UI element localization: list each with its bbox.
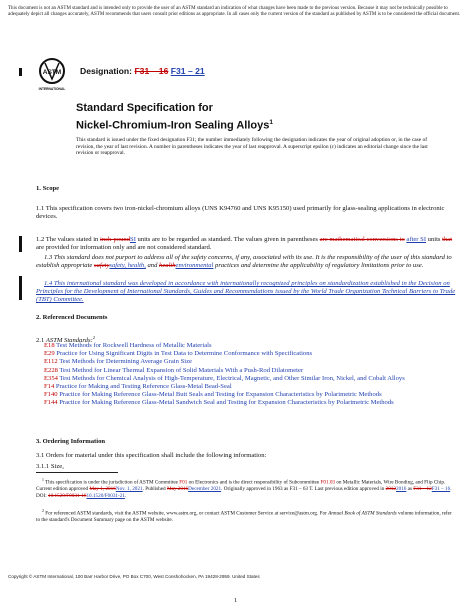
page-number: 1	[234, 597, 238, 604]
ref-code[interactable]: F144	[44, 399, 58, 407]
subcommittee-link[interactable]: F01.03	[320, 479, 336, 486]
designation	[80, 66, 205, 76]
title-line-2: Nickel-Chromium-Iron Sealing Alloys	[76, 119, 270, 132]
logo-subtext: INTERNATIONAL	[38, 87, 66, 91]
ref-code[interactable]: E18	[44, 342, 55, 349]
designation-old: F31 – 16	[134, 66, 169, 76]
italic-text: ASTM Standards:	[45, 337, 93, 345]
astm-logo	[36, 57, 68, 93]
inserted-text: SI	[130, 236, 136, 243]
ref-title-link[interactable]: Practice for Making Reference Glass-Metal Butt Seals and Testing for Expansion Characteristics by Polarimetric Methods	[59, 391, 382, 399]
change-bar	[19, 276, 22, 300]
title-line-1: Standard Specification for	[76, 102, 213, 114]
text: on Metallic Materials, Wire Bonding, and Flip Chip.	[335, 479, 446, 486]
footnote-marker: 2	[92, 335, 95, 340]
inserted-text: 10.1520/F0031-21	[86, 492, 125, 499]
section-heading-scope: 1. Scope	[36, 185, 60, 192]
paragraph-3-1: 3.1 Orders for material under this specification shall include the following information:	[36, 452, 267, 459]
ref-title-link[interactable]: Test Method for Linear Thermal Expansion of Solid Materials With a Push-Rod Dilatometer	[59, 366, 304, 374]
text: 1.3 This standard does not purport to address all of the safety concerns, if any, associated with its use. It is the responsibility of the user of this standard to establish appropriate	[36, 254, 452, 270]
footnote-1	[36, 477, 456, 499]
deleted-text: are mathematical conversions to	[319, 236, 405, 243]
paragraph-1-2	[36, 236, 456, 252]
inserted-text: after SI	[406, 236, 427, 243]
footnote-divider	[36, 472, 118, 473]
text: units	[426, 236, 443, 243]
text: .	[124, 492, 127, 499]
ref-title-link[interactable]: Test Methods for Chemical Analysis of High-Temperature, Electrical, Magnetic, and Other Similar Iron, Nickel, and Cobalt Alloys	[59, 374, 405, 382]
deleted-text: that	[442, 236, 453, 243]
deleted-text: 10.1520/F0031-16	[47, 492, 87, 499]
inserted-text: F31 – 16	[431, 486, 451, 493]
reference-item[interactable]	[44, 350, 456, 358]
text: and	[145, 262, 160, 270]
text: This specification is under the jurisdiction of ASTM Committee	[45, 479, 180, 486]
text: practices and determine the applicability of regulatory limitations prior to use.	[213, 262, 424, 270]
change-notice: This document is not an ASTM standard and is intended only to provide the user of an ASTM standard an indication of what changes have been made to the previous version. Because it may not be technically possible to adequately depict all changes accurately, ASTM recommends that users consult prior editions as appropriate. In all cases only the current version of the standard as published by ASTM is to be considered the official document.	[8, 6, 461, 18]
section-heading-ordering: 3. Ordering Information	[36, 438, 106, 445]
text: on Electronics and is the direct responsibility of Subcommittee	[187, 479, 321, 486]
italic-text: Annual Book of ASTM Standards	[328, 510, 397, 517]
reference-item[interactable]	[44, 375, 456, 383]
ref-code[interactable]: F14	[44, 383, 55, 391]
document-title	[76, 102, 273, 133]
text: 2.1	[36, 337, 46, 345]
deleted-text: inch-pound	[99, 236, 131, 243]
ref-code[interactable]: E29	[44, 350, 55, 358]
ref-code[interactable]: E354	[44, 374, 58, 382]
ref-title-link[interactable]: Practice for Making Reference Glass-Metal Sandwich Seal and Testing for Expansion Characteristics by Polarimetric Methods	[59, 399, 394, 407]
reference-item[interactable]	[44, 358, 456, 366]
text: For referenced ASTM standards, visit the ASTM website, www.astm.org, or contact ASTM Customer Service at service@astm.org. For	[45, 510, 329, 517]
designation-new: F31 – 21	[170, 66, 205, 76]
designation-label: Designation:	[80, 66, 133, 76]
paragraph-3-1-1: 3.1.1 Size,	[36, 463, 64, 470]
text: Current edition approved	[36, 486, 90, 493]
text: are provided for information only and are not considered standard.	[36, 244, 212, 252]
reference-item[interactable]	[44, 367, 456, 375]
title-footnote-marker: 1	[269, 118, 273, 126]
inserted-text: 2016	[395, 486, 407, 493]
ref-title-link[interactable]: Test Methods for Determining Average Grain Size	[59, 358, 192, 366]
ref-code[interactable]: E228	[44, 366, 58, 374]
text: as	[406, 486, 414, 493]
reference-list	[44, 342, 456, 408]
deleted-text: safety	[94, 262, 110, 270]
deleted-text: May 1, 2016	[89, 486, 116, 493]
inserted-text: December 2021	[188, 486, 222, 493]
reference-item[interactable]	[44, 391, 456, 399]
inserted-text: Nov. 1, 2021	[115, 486, 143, 493]
inserted-text: safety, health,	[109, 262, 146, 270]
footnote-marker: 2	[42, 509, 44, 513]
text: volume information, refer to the standard's Document Summary page on the ASTM website.	[36, 510, 452, 524]
text: units are to be regarded as standard. The values given in parentheses	[135, 236, 320, 243]
text: . DOI:	[36, 486, 452, 499]
deleted-text: 2012	[385, 486, 396, 493]
ref-code[interactable]: F140	[44, 391, 58, 399]
deleted-text: health	[159, 262, 176, 270]
ref-code[interactable]: E112	[44, 358, 58, 366]
inserted-text: environmental	[175, 262, 214, 270]
reference-item[interactable]	[44, 399, 456, 407]
footnote-marker: 1	[42, 478, 44, 482]
paragraph-1-1: 1.1 This specification covers two iron-nickel-chromium alloys (UNS K94760 and UNS K95150) used primarily for glass-sealing applications in electronic devices.	[36, 205, 445, 221]
text: . Published	[142, 486, 167, 493]
committee-link[interactable]: F01	[179, 479, 188, 486]
paragraph-1-3	[36, 254, 456, 270]
ref-title-link[interactable]: Practice for Making and Testing Reference Glass-Metal Bead-Seal	[55, 383, 232, 391]
ref-title-link[interactable]: Practice for Using Significant Digits in Test Data to Determine Conformance with Specifications	[56, 350, 313, 358]
change-bar	[19, 236, 22, 252]
text: . Originally approved in 1963 as F31 – 63 T. Last previous edition approved in	[221, 486, 386, 493]
paragraph-1-4: 1.4 This international standard was developed in accordance with internationally recognized principles on standardization established in the Decision on Principles for the Development of International Standards, Guides and Recommendations issued by the World Trade Organization Technical Barriers to Trade (TBT) Committee.	[36, 280, 456, 304]
section-heading-references: 2. Referenced Documents	[36, 314, 108, 321]
astm-logo-icon	[36, 57, 68, 93]
reference-item[interactable]	[44, 383, 456, 391]
text: 1.2 The values stated in	[36, 236, 100, 243]
logo-text: ASTM	[42, 69, 62, 76]
change-bar	[19, 68, 22, 76]
ref-title-link[interactable]: Test Methods for Rockwell Hardness of Metallic Materials	[56, 342, 212, 349]
deleted-text: May 2016	[166, 486, 189, 493]
standard-note: This standard is issued under the fixed designation F31; the number immediately following the designation indicates the year of original adoption or, in the case of revision, the year of last revision. A number in parentheses indicates the year of last reapproval. A superscript epsilon (ε) indicates an editorial change since the last revision or reapproval.	[76, 137, 428, 157]
footnote-2	[36, 508, 456, 524]
deleted-text: F31 – 12	[413, 486, 432, 493]
reference-item[interactable]	[44, 342, 456, 350]
copyright-notice: Copyright © ASTM International, 100 Barr Harbor Drive, PO Box C700, West Conshohocken, PA 19428-2959. United States	[8, 574, 260, 579]
